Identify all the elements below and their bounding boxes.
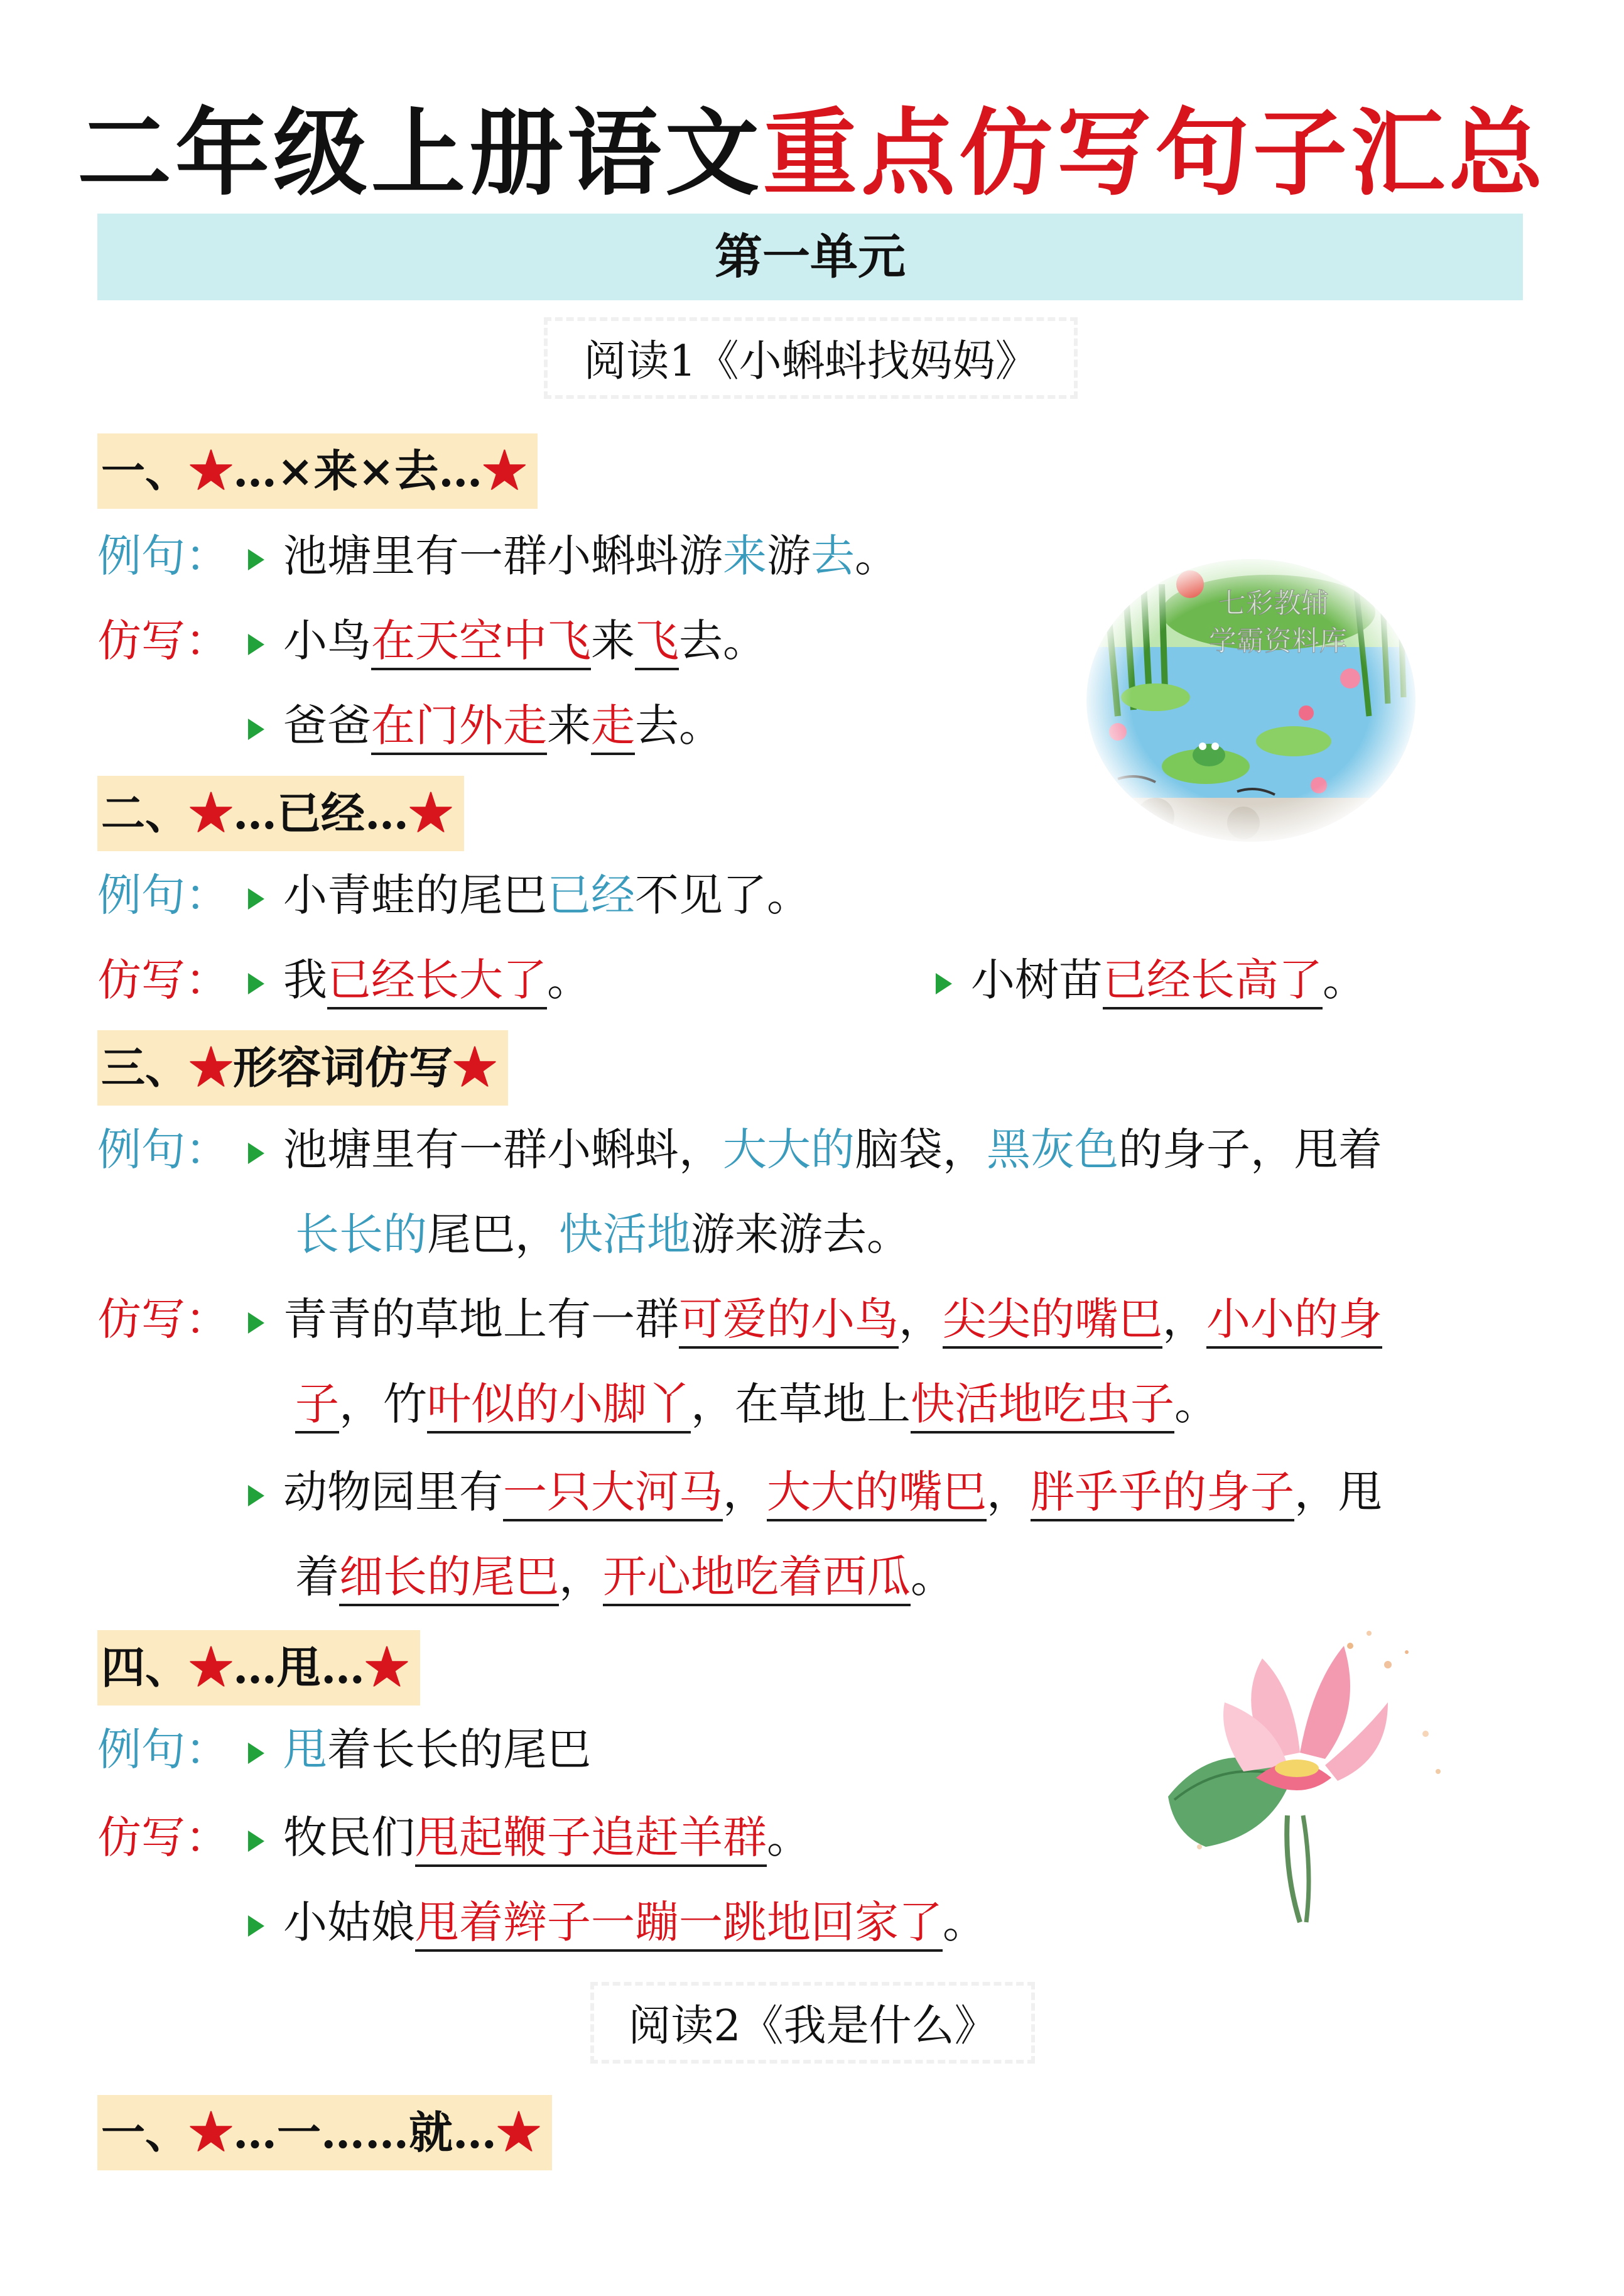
green-triangle-icon	[248, 549, 264, 570]
red-star-icon: ★	[482, 445, 527, 497]
imitate-sentence: 小鸟在天空中飞来飞去。	[248, 609, 767, 672]
green-triangle-icon	[248, 1831, 264, 1852]
green-triangle-icon	[248, 719, 264, 740]
example-label: 例句：	[97, 869, 229, 921]
red-star-icon: ★	[189, 2106, 233, 2158]
green-triangle-icon	[248, 1743, 264, 1764]
imitate-label: 仿写：	[97, 954, 229, 1006]
green-triangle-icon	[248, 1485, 264, 1506]
section-heading-5: 一、★…一……就…★	[97, 2095, 552, 2170]
section-heading-4: 四、★…甩…★	[97, 1630, 420, 1706]
section-heading-1	[97, 433, 538, 509]
red-star-icon: ★	[189, 787, 233, 839]
red-star-icon: ★	[365, 1641, 409, 1694]
imitate-sentence: 动物园里有一只大河马，大大的嘴巴，胖乎乎的身子，甩	[248, 1461, 1382, 1523]
red-star-icon: ★	[189, 445, 233, 497]
example-sentence: 池塘里有一群小蝌蚪游来游去。	[248, 525, 899, 587]
page-title	[0, 94, 1624, 214]
green-triangle-icon	[936, 973, 952, 994]
example-label: 例句：	[97, 530, 229, 582]
imitate-sentence: 牧民们甩起鞭子追赶羊群。	[248, 1806, 811, 1869]
section-heading-3: 三、★形容词仿写★	[97, 1030, 508, 1106]
green-triangle-icon	[248, 888, 264, 910]
red-star-icon: ★	[409, 787, 453, 839]
reading-title-2: 阅读2《我是什么》	[590, 1982, 1035, 2064]
watermark-line1: 七彩教辅	[1218, 587, 1329, 619]
red-star-icon: ★	[453, 1042, 497, 1094]
green-triangle-icon	[248, 1915, 264, 1937]
imitate-sentence: 爸爸在门外走来走去。	[248, 694, 723, 757]
green-triangle-icon	[248, 634, 264, 655]
red-star-icon: ★	[189, 1042, 233, 1094]
example-label: 例句：	[97, 1724, 229, 1775]
green-triangle-icon	[248, 1312, 264, 1334]
title-part1: 二年级上册语文	[77, 99, 763, 209]
example-label: 例句：	[97, 1124, 229, 1175]
section-heading-2: 二、★…已经…★	[97, 776, 464, 851]
pond-illustration	[1080, 553, 1422, 848]
imitate-sentence: 小姑娘甩着辫子一蹦一跳地回家了。	[248, 1891, 987, 1954]
red-star-icon: ★	[189, 1641, 233, 1694]
example-sentence: 小青蛙的尾巴已经不见了。	[248, 864, 811, 927]
imitate-sentence: 我已经长大了。	[248, 949, 591, 1011]
heading-text: …×来×去…	[233, 445, 483, 497]
red-star-icon: ★	[497, 2106, 541, 2158]
green-triangle-icon	[248, 973, 264, 994]
heading-number: 一、	[101, 445, 189, 497]
imitate-sentence: 青青的草地上有一群可爱的小鸟，尖尖的嘴巴，小小的身	[248, 1288, 1382, 1351]
green-triangle-icon	[248, 1143, 264, 1164]
imitate-sentence-cont: 着细长的尾巴，开心地吃着西瓜。	[295, 1545, 955, 1608]
imitate-label: 仿写：	[97, 1293, 229, 1345]
reading-title-1: 阅读1《小蝌蚪找妈妈》	[544, 317, 1078, 399]
unit-heading: 第一单元	[97, 214, 1523, 300]
example-sentence: 甩着长长的尾巴	[248, 1718, 591, 1781]
lotus-illustration	[1149, 1608, 1463, 1935]
example-sentence: 池塘里有一群小蝌蚪，大大的脑袋，黑灰色的身子，甩着	[248, 1118, 1382, 1181]
watermark-line2: 学霸资料库	[1209, 625, 1347, 657]
example-sentence-cont: 长长的尾巴，快活地游来游去。	[295, 1209, 911, 1260]
imitate-sentence-cont: 子，竹叶似的小脚丫，在草地上快活地吃虫子。	[295, 1373, 1218, 1435]
imitate-label: 仿写：	[97, 1812, 229, 1863]
imitate-sentence: 小树苗已经长高了。	[936, 949, 1367, 1011]
imitate-label: 仿写：	[97, 615, 229, 666]
title-part2: 重点仿写句子汇总	[763, 99, 1547, 209]
